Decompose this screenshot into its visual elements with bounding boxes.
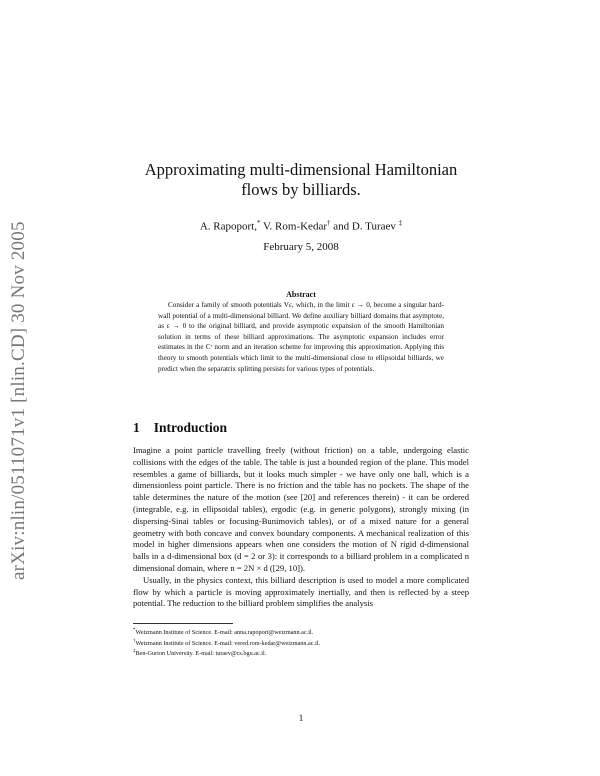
paper-title (133, 160, 469, 200)
footnote-1 (133, 627, 469, 638)
footnote-3-mark: ‡ (133, 649, 136, 655)
footnotes (133, 627, 469, 659)
paragraph-1: Imagine a point particle travelling freely (without friction) on a table, undergoing elastic collisions with the edges of the table. The table is just a bounded region of the plane. This model resembles a game of billiards, but it looks much simpler - we have only one ball, which is a dimensionless point particle. There is no friction and the table has no pockets. The shape of the table determines the nature of the motion (see [20] and references therein) - it can be ordered (integrable, e.g. in ellipsoidal tables), ergodic (e.g. in generic polygons), strongly mixing (in dispersing-Sinai tables or focusing-Bunimovich tables), or of a mixed nature for a general geometry with both concave and convex boundary components. A mechanical realization of this model in higher dimensions appears when one considers the motion of N rigid d-dimensional balls in a d-dimensional box (d = 2 or 3): it corresponds to a billiard problem in a complicated n dimensional domain, where n = 2N × d ([29, 10]). (133, 445, 469, 573)
section-heading (133, 420, 227, 436)
author-1: A. Rapoport, (199, 220, 257, 233)
intro-body (133, 445, 469, 610)
author-2-mark: † (327, 219, 331, 227)
footnote-2-text: Weizmann Institute of Science. E-mail: vered.rom-kedar@weizmann.ac.il. (135, 639, 321, 647)
author-3-mark: ‡ (398, 219, 403, 227)
author-1-mark: * (256, 219, 261, 227)
title-line-2: flows by billiards. (241, 180, 361, 199)
page-number: 1 (298, 713, 304, 723)
section-title: Introduction (153, 420, 228, 435)
arxiv-sidebar (8, 180, 36, 580)
author-conjunction: and (333, 220, 350, 233)
footnote-3-text: Ben-Gurion University. E-mail: turaev@cs.bgu.ac.il. (135, 650, 267, 658)
footnote-rule (133, 623, 233, 624)
paper-date: February 5, 2008 (263, 241, 339, 253)
arxiv-identifier: arXiv:nlin/0511071v1 [nlin.CD] 30 Nov 2005 (8, 221, 29, 580)
footnote-1-text: Weizmann Institute of Science. E-mail: anna.rapoport@weizmann.ac.il. (135, 629, 314, 637)
abstract-heading: Abstract (286, 290, 316, 299)
author-2: V. Rom-Kedar (263, 220, 327, 233)
abstract-text: Consider a family of smooth potentials Vε, which, in the limit ε → 0, become a singular hard-wall potential of a multi-dimensional billiard. We define auxiliary billiard domains that asymptote, as ε → 0 to the original billiard, and provide asymptotic expansion of the smooth Hamiltonian solution in terms of these billiard approximations. The asymptotic expansion includes error estimates in the Cʳ norm and an iteration scheme for improving this approximation. Applying this theory to smooth potentials which limit to the multi-dimensional close to ellipsoidal billiards, we predict when the separatrix splitting persists for various types of potentials. (158, 301, 444, 373)
footnote-2-mark: † (133, 638, 136, 644)
paragraph-2: Usually, in the physics context, this billiard description is used to model a more complicated flow by which a particle is moving approximately inertially, and then is reflected by a steep potential. The reduction to the billiard problem simplifies the analysis (133, 574, 469, 609)
footnote-2 (133, 638, 469, 649)
section-number: 1 (133, 420, 140, 435)
author-3: D. Turaev (351, 220, 396, 233)
author-list (133, 219, 469, 233)
footnote-1-mark: * (133, 628, 136, 633)
title-line-1: Approximating multi-dimensional Hamiltonian (144, 160, 458, 179)
footnote-3 (133, 648, 469, 659)
